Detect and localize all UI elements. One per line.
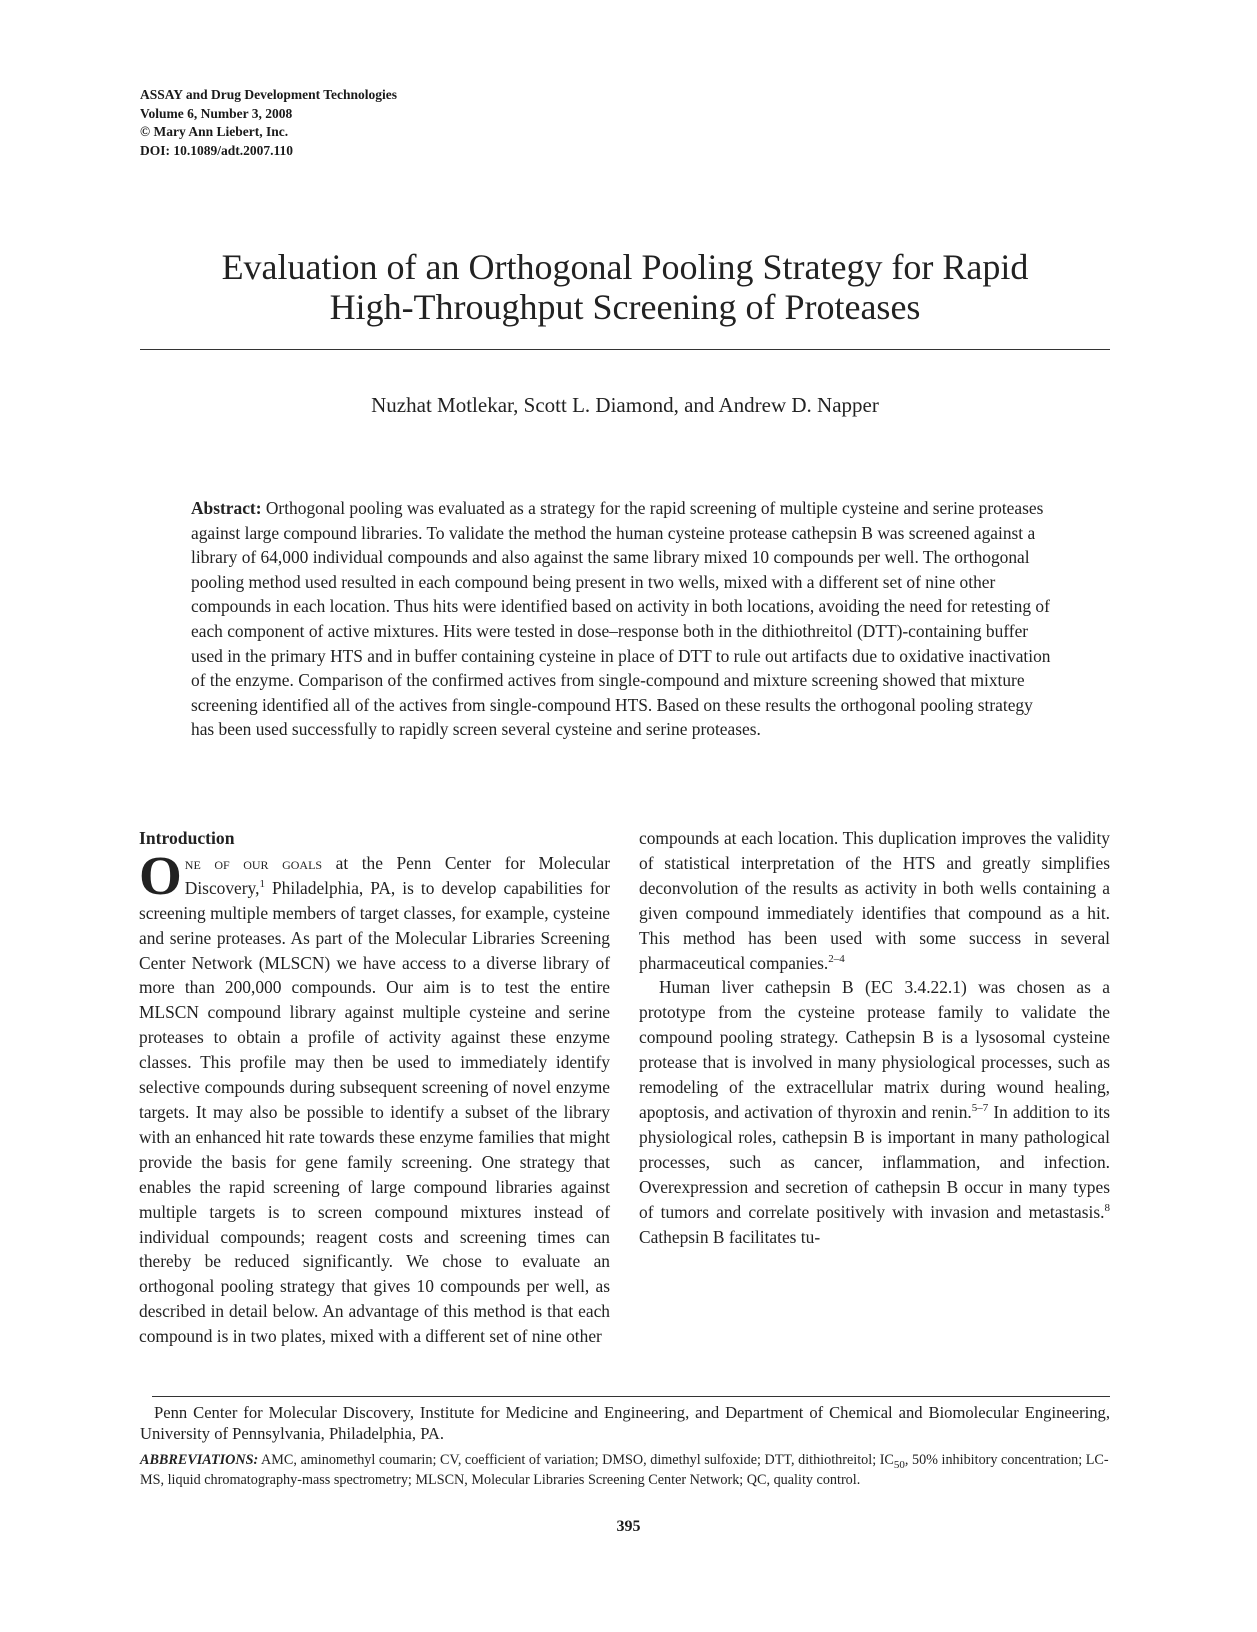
introduction-paragraph-1 [139, 844, 610, 1349]
body-text [139, 826, 610, 1349]
title-line-1: Evaluation of an Orthogonal Pooling Strategy for Rapid [221, 247, 1029, 287]
abstract-label: Abstract: [191, 498, 262, 518]
abbreviations-text: AMC, aminomethyl coumarin; CV, coefficient of variation; DMSO, dimethyl sulfoxide; DTT, dithiothreitol; IC [258, 1452, 894, 1468]
paragraph-text: at the Penn Center for Molecular Discovery, [184, 852, 610, 898]
small-caps-lead: ne of our goals [184, 852, 323, 873]
title-line-2: High-Throughput Screening of Proteases [329, 287, 921, 327]
paragraph-text: compounds at each location. This duplication improves the validity of statistical interpretation of the HTS and greatly simplifies deconvolution of the results as activity in both wells containing a given compound immediately identifies that compound as a hit. This method has been used with some success in several pharmaceutical companies. [639, 828, 1110, 973]
subscript: 50 [893, 1458, 905, 1471]
journal-publisher: © Mary Ann Liebert, Inc. [140, 124, 289, 139]
author-list: Nuzhat Motlekar, Scott L. Diamond, and Andrew D. Napper [371, 393, 879, 417]
abbreviations-text: , 50% inhibitory concentration; LC-MS, liquid chromatography-mass spectrometry; MLSCN, Molecular Libraries Screening Center Network; QC, quality control. [140, 1452, 1109, 1488]
drop-cap: O [139, 844, 182, 906]
abstract-text: Orthogonal pooling was evaluated as a strategy for the rapid screening of multiple cysteine and serine proteases against large compound libraries. To validate the method the human cysteine protease cathepsin B was screened against a library of 64,000 individual compounds and also against the same library mixed 10 compounds per well. The orthogonal pooling method used resulted in each compound being present in two wells, mixed with a different set of nine other compounds in each location. Thus hits were identified based on activity in both locations, avoiding the need for retesting of each component of active mixtures. Hits were tested in dose–response both in the dithiothreitol (DTT)-containing buffer used in the primary HTS and in buffer containing cysteine in place of DTT to rule out artifacts due to oxidative inactivation of the enzyme. Comparison of the confirmed actives from single-compound and mixture screening showed that mixture screening identified all of the actives from single-compound HTS. Based on these results the orthogonal pooling strategy has been used successfully to rapidly screen several cysteine and serine proteases. [191, 498, 1051, 740]
citation-ref: 8 [1104, 1201, 1110, 1214]
paragraph-text: Cathepsin B facilitates tu- [639, 1226, 821, 1247]
journal-header [140, 86, 397, 160]
citation-ref: 5–7 [971, 1102, 989, 1115]
paragraph-text: Human liver cathepsin B (EC 3.4.22.1) was chosen as a prototype from the cysteine protease family to validate the compound pooling strategy. Cathepsin B is a lysosomal cysteine protease that is involved in many physiological processes, such as remodeling of the extracellular matrix during wound healing, apoptosis, and activation of thyroxin and renin. [639, 977, 1110, 1122]
journal-volume: Volume 6, Number 3, 2008 [140, 105, 293, 121]
abbreviations-note [140, 1451, 1110, 1490]
paragraph-text: Philadelphia, PA, is to develop capabilities for screening multiple members of target classes, for example, cysteine and serine proteases. As part of the Molecular Libraries Screening Center Network (MLSCN) we have access to a diverse library of more than 200,000 compounds. Our aim is to test the entire MLSCN compound library against multiple cysteine and serine proteases to obtain a profile of activity against these enzyme classes. This profile may then be used to immediately identify selective compounds during subsequent screening of novel enzyme targets. It may also be possible to identify a subset of the library with an enhanced hit rate towards these enzyme families that might provide the basis for gene family screening. One strategy that enables the rapid screening of large compound libraries against multiple targets is to screen compound mixtures instead of individual compounds; reagent costs and screening times can thereby be reduced significantly. We chose to evaluate an orthogonal pooling strategy that gives 10 compounds per well, as described in detail below. An advantage of this method is that each compound is in two plates, mixed with a different set of nine other [139, 877, 610, 1347]
abbreviations-label: ABBREVIATIONS: [140, 1452, 259, 1468]
abstract [191, 496, 1051, 742]
citation-ref: 1 [259, 878, 265, 891]
introduction-paragraph-2 [639, 975, 1110, 1249]
journal-name: ASSAY and Drug Development Technologies [140, 87, 398, 102]
introduction-paragraph-1-continued [639, 826, 1110, 975]
author-affiliation: Penn Center for Molecular Discovery, Institute for Medicine and Engineering, and Department of Chemical and Biomolecular Engineering, University of Pennsylvania, Philadelphia, PA. [140, 1403, 1110, 1443]
article-title [140, 247, 1110, 327]
introduction-heading: Introduction [139, 828, 235, 848]
citation-ref: 2–4 [828, 952, 845, 965]
page-number: 395 [616, 1518, 641, 1535]
title-divider [140, 349, 1110, 350]
paragraph-text: In addition to its physiological roles, cathepsin B is important in many pathological processes, such as cancer, inflammation, and infection. Overexpression and secretion of cathepsin B occur in many types of tumors and correlate positively with invasion and metastasis. [639, 1101, 1110, 1222]
journal-doi: DOI: 10.1089/adt.2007.110 [140, 142, 294, 158]
footnote-divider [152, 1396, 1110, 1397]
body-text-right [639, 826, 1110, 1249]
